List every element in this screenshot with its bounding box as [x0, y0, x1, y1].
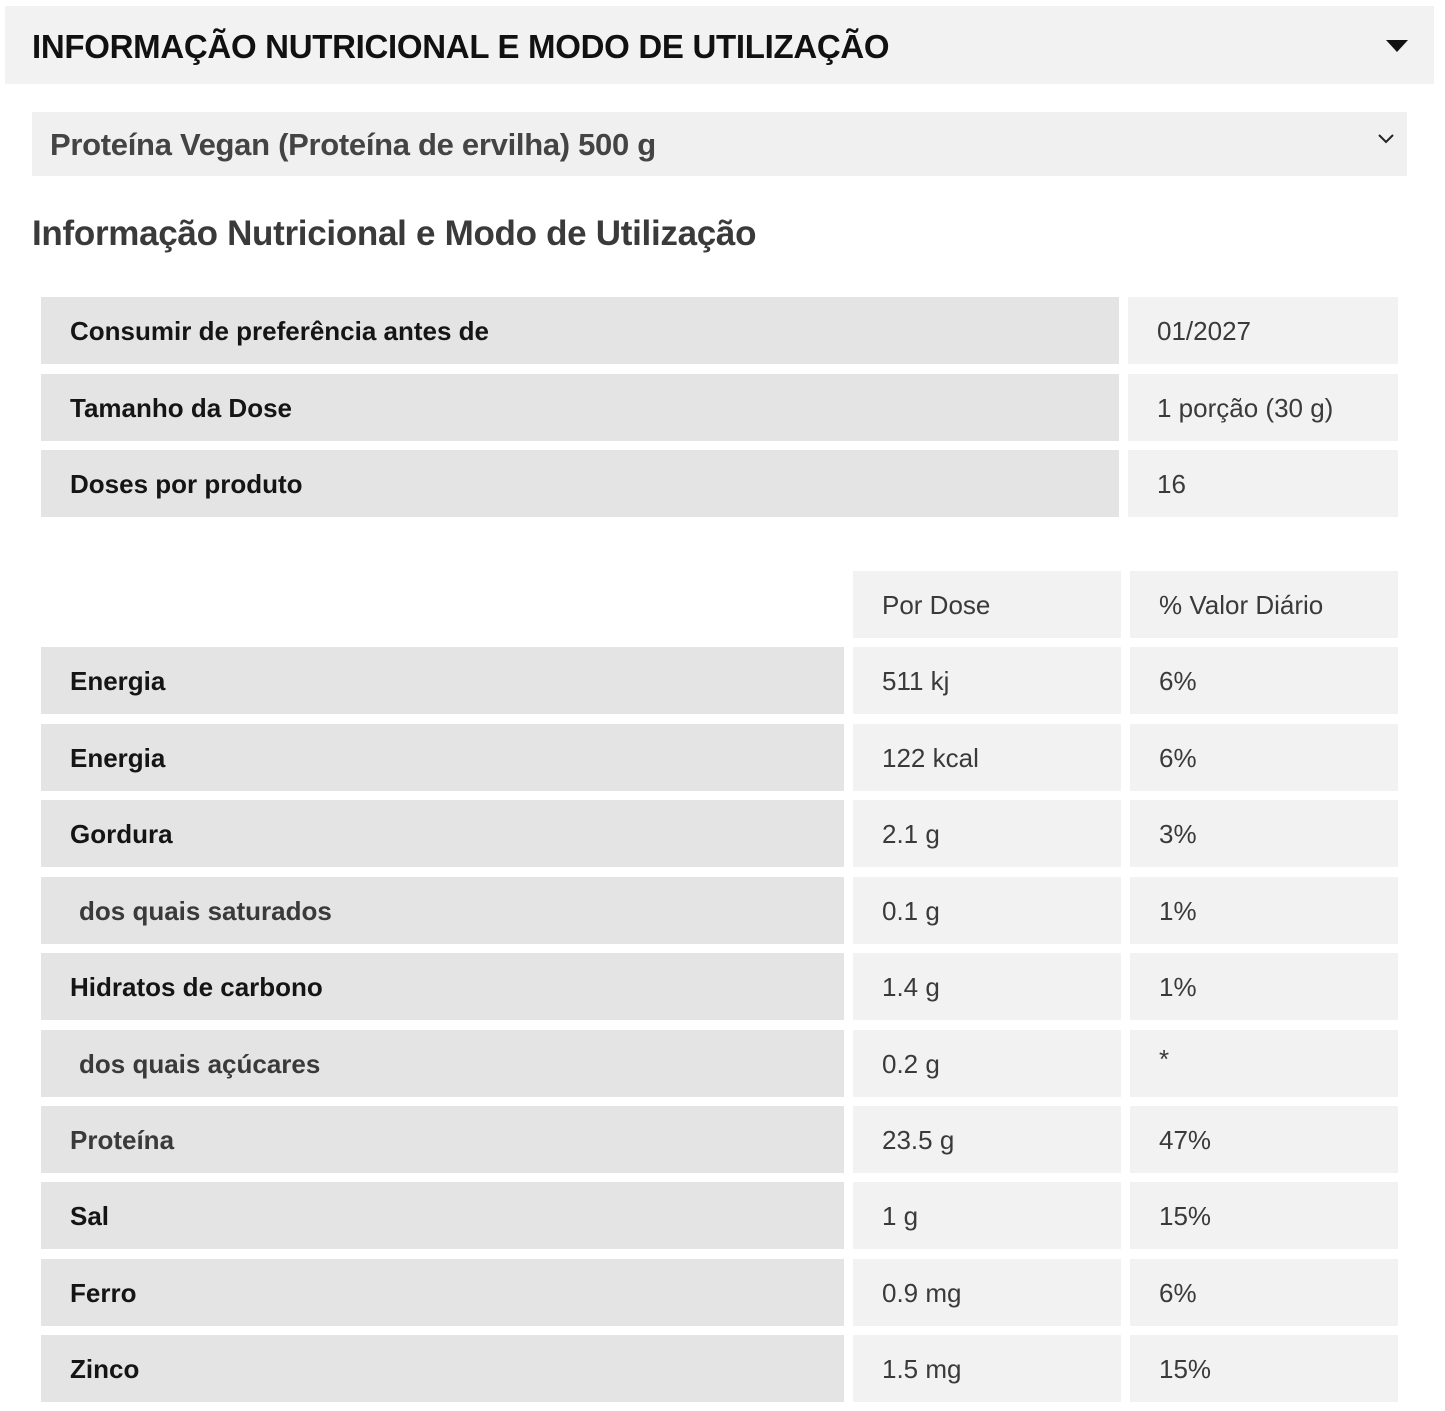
nutrient-per-dose: 0.9 mg: [853, 1259, 1121, 1326]
info-value: 16: [1128, 450, 1398, 517]
nutrient-per-dose: 0.1 g: [853, 877, 1121, 944]
product-variant-selected: Proteína Vegan (Proteína de ervilha) 500 g: [50, 127, 656, 162]
nutrient-per-dose: 0.2 g: [853, 1030, 1121, 1097]
nutrient-label: Energia: [41, 647, 844, 714]
nutrient-label: dos quais saturados: [41, 877, 844, 944]
header-daily-value: % Valor Diário: [1130, 571, 1398, 638]
product-variant-select[interactable]: [32, 112, 1407, 176]
nutrient-label: Sal: [41, 1182, 844, 1249]
triangle-down-icon[interactable]: [1386, 40, 1408, 52]
nutrient-label: Ferro: [41, 1259, 844, 1326]
nutrient-label: Hidratos de carbono: [41, 953, 844, 1020]
nutrient-daily-value: 15%: [1130, 1182, 1398, 1249]
nutrient-label: Energia: [41, 724, 844, 791]
nutrient-per-dose: 1 g: [853, 1182, 1121, 1249]
header-per-dose: Por Dose: [853, 571, 1121, 638]
nutrient-daily-value: 6%: [1130, 1259, 1398, 1326]
info-label: Doses por produto: [41, 450, 1119, 517]
nutrient-daily-value: 15%: [1130, 1335, 1398, 1402]
nutrient-daily-value: 6%: [1130, 647, 1398, 714]
nutrient-daily-value: 47%: [1130, 1106, 1398, 1173]
nutrient-label: Proteína: [41, 1106, 844, 1173]
section-heading: Informação Nutricional e Modo de Utilização: [32, 214, 757, 253]
nutrient-label: dos quais açúcares: [41, 1030, 844, 1097]
nutrient-per-dose: 1.4 g: [853, 953, 1121, 1020]
nutrient-per-dose: 1.5 mg: [853, 1335, 1121, 1402]
info-value: 1 porção (30 g): [1128, 374, 1398, 441]
nutrient-per-dose: 511 kj: [853, 647, 1121, 714]
nutrient-daily-value: 3%: [1130, 800, 1398, 867]
nutrient-per-dose: 122 kcal: [853, 724, 1121, 791]
info-label: Consumir de preferência antes de: [41, 297, 1119, 364]
nutrient-daily-value: 1%: [1130, 877, 1398, 944]
nutrition-accordion-header[interactable]: [5, 6, 1434, 84]
nutrient-daily-value: 6%: [1130, 724, 1398, 791]
nutrient-daily-value: 1%: [1130, 953, 1398, 1020]
nutrient-label: Zinco: [41, 1335, 844, 1402]
chevron-down-icon[interactable]: [1377, 132, 1395, 146]
accordion-title: INFORMAÇÃO NUTRICIONAL E MODO DE UTILIZAÇÃO: [32, 28, 890, 65]
nutrient-per-dose: 2.1 g: [853, 800, 1121, 867]
info-value: 01/2027: [1128, 297, 1398, 364]
nutrient-label: Gordura: [41, 800, 844, 867]
info-label: Tamanho da Dose: [41, 374, 1119, 441]
nutrient-per-dose: 23.5 g: [853, 1106, 1121, 1173]
nutrient-daily-value: *: [1130, 1030, 1398, 1097]
